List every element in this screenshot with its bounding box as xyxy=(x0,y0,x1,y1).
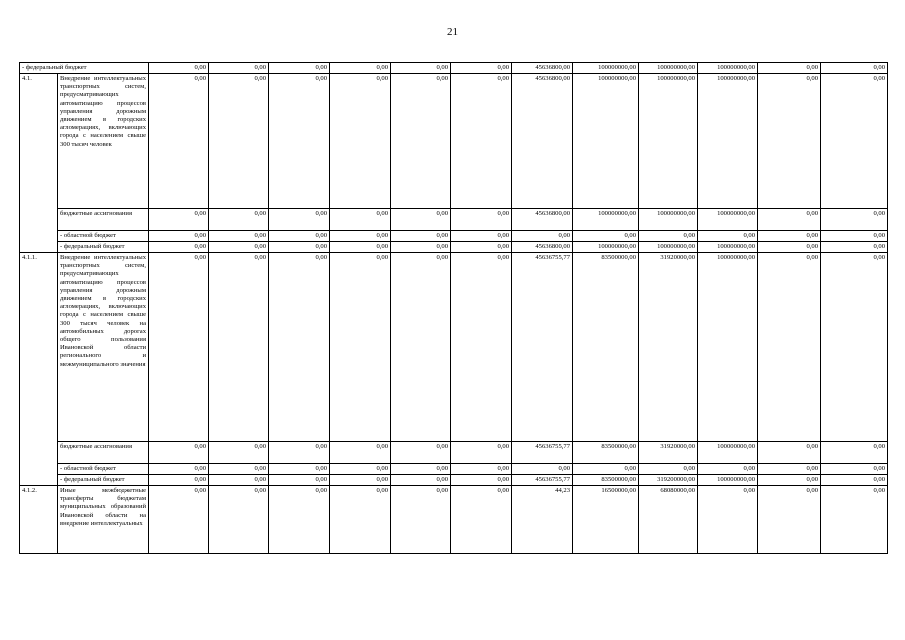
amount-cell: 45636800,00 xyxy=(512,74,573,209)
amount-cell: 100000000,00 xyxy=(639,242,698,253)
funding-source-label: - областной бюджет xyxy=(58,231,149,242)
funding-source-label: - федеральный бюджет xyxy=(20,63,149,74)
amount-cell: 0,00 xyxy=(821,475,888,486)
budget-table xyxy=(19,62,888,554)
amount-cell: 0,00 xyxy=(209,253,269,442)
amount-cell: 0,00 xyxy=(209,486,269,554)
amount-cell: 45636800,00 xyxy=(512,242,573,253)
amount-cell: 0,00 xyxy=(391,74,451,209)
amount-cell: 0,00 xyxy=(821,231,888,242)
amount-cell: 0,00 xyxy=(330,464,391,475)
amount-cell: 0,00 xyxy=(149,231,209,242)
amount-cell: 45636755,77 xyxy=(512,253,573,442)
amount-cell: 68080000,00 xyxy=(639,486,698,554)
amount-cell: 45636800,00 xyxy=(512,63,573,74)
funding-source-label: бюджетные ассигнования xyxy=(58,209,149,231)
amount-cell: 83500000,00 xyxy=(573,442,639,464)
amount-cell: 0,00 xyxy=(330,242,391,253)
item-name: Иные межбюджетные трансферты бюджетам муниципальных образований Ивановской области на внедрение интеллектуальных xyxy=(58,486,149,554)
amount-cell: 0,00 xyxy=(698,486,758,554)
amount-cell: 100000000,00 xyxy=(639,63,698,74)
item-code: 4.1.1. xyxy=(20,253,58,486)
amount-cell: 100000000,00 xyxy=(698,74,758,209)
amount-cell: 0,00 xyxy=(512,464,573,475)
amount-cell: 45636800,00 xyxy=(512,209,573,231)
amount-cell: 0,00 xyxy=(821,442,888,464)
amount-cell: 0,00 xyxy=(451,74,512,209)
amount-cell: 0,00 xyxy=(451,253,512,442)
amount-cell: 100000000,00 xyxy=(573,242,639,253)
amount-cell: 0,00 xyxy=(269,475,330,486)
item-name: Внедрение интеллектуальных транспортных систем, предусматривающих автоматизацию процессов управления дорожным движением в городских агломерациях, включающих города с населением свыше 300 тысяч человек на автомобильных дорогах общего пользования Ивановской области регионального и межмуниципального значения xyxy=(58,253,149,442)
amount-cell: 100000000,00 xyxy=(698,253,758,442)
amount-cell: 31920000,00 xyxy=(639,253,698,442)
table-row-source xyxy=(20,63,888,74)
amount-cell: 0,00 xyxy=(391,242,451,253)
amount-cell: 0,00 xyxy=(391,464,451,475)
funding-source-label: - областной бюджет xyxy=(58,464,149,475)
amount-cell: 100000000,00 xyxy=(639,209,698,231)
amount-cell: 45636755,77 xyxy=(512,475,573,486)
amount-cell: 0,00 xyxy=(391,253,451,442)
amount-cell: 0,00 xyxy=(149,74,209,209)
amount-cell: 0,00 xyxy=(149,464,209,475)
amount-cell: 100000000,00 xyxy=(573,74,639,209)
amount-cell: 0,00 xyxy=(451,464,512,475)
amount-cell: 0,00 xyxy=(330,209,391,231)
amount-cell: 0,00 xyxy=(269,464,330,475)
amount-cell: 0,00 xyxy=(758,209,821,231)
amount-cell: 0,00 xyxy=(209,242,269,253)
amount-cell: 0,00 xyxy=(821,74,888,209)
amount-cell: 0,00 xyxy=(573,464,639,475)
amount-cell: 0,00 xyxy=(391,486,451,554)
amount-cell: 0,00 xyxy=(758,231,821,242)
amount-cell: 0,00 xyxy=(639,231,698,242)
amount-cell: 0,00 xyxy=(209,442,269,464)
amount-cell: 0,00 xyxy=(758,242,821,253)
amount-cell: 0,00 xyxy=(451,442,512,464)
amount-cell: 0,00 xyxy=(149,63,209,74)
amount-cell: 0,00 xyxy=(451,486,512,554)
amount-cell: 0,00 xyxy=(758,442,821,464)
amount-cell: 0,00 xyxy=(149,475,209,486)
table-body xyxy=(20,63,888,554)
table-row-source xyxy=(20,475,888,486)
table-row-source xyxy=(20,209,888,231)
amount-cell: 0,00 xyxy=(758,253,821,442)
amount-cell: 0,00 xyxy=(209,209,269,231)
amount-cell: 0,00 xyxy=(391,209,451,231)
amount-cell: 0,00 xyxy=(821,63,888,74)
funding-source-label: - федеральный бюджет xyxy=(58,475,149,486)
funding-source-label: бюджетные ассигнования xyxy=(58,442,149,464)
amount-cell: 0,00 xyxy=(269,63,330,74)
amount-cell: 45636755,77 xyxy=(512,442,573,464)
amount-cell: 0,00 xyxy=(391,442,451,464)
amount-cell: 0,00 xyxy=(209,464,269,475)
amount-cell: 0,00 xyxy=(451,209,512,231)
amount-cell: 0,00 xyxy=(269,242,330,253)
amount-cell: 0,00 xyxy=(821,242,888,253)
table-row-source xyxy=(20,231,888,242)
amount-cell: 0,00 xyxy=(330,231,391,242)
amount-cell: 100000000,00 xyxy=(573,63,639,74)
amount-cell: 0,00 xyxy=(330,486,391,554)
amount-cell: 0,00 xyxy=(149,209,209,231)
amount-cell: 0,00 xyxy=(391,63,451,74)
amount-cell: 0,00 xyxy=(269,253,330,442)
amount-cell: 16500000,00 xyxy=(573,486,639,554)
amount-cell: 83500000,00 xyxy=(573,475,639,486)
amount-cell: 0,00 xyxy=(698,464,758,475)
amount-cell: 31920000,00 xyxy=(639,442,698,464)
amount-cell: 0,00 xyxy=(209,63,269,74)
amount-cell: 100000000,00 xyxy=(639,74,698,209)
amount-cell: 0,00 xyxy=(330,63,391,74)
item-code: 4.1. xyxy=(20,74,58,253)
table-row-source xyxy=(20,242,888,253)
amount-cell: 0,00 xyxy=(149,253,209,442)
amount-cell: 100000000,00 xyxy=(698,63,758,74)
amount-cell: 0,00 xyxy=(209,231,269,242)
amount-cell: 44,23 xyxy=(512,486,573,554)
amount-cell: 0,00 xyxy=(330,442,391,464)
table-row-item xyxy=(20,486,888,554)
table-row-item xyxy=(20,74,888,209)
amount-cell: 0,00 xyxy=(758,486,821,554)
amount-cell: 83500000,00 xyxy=(573,253,639,442)
amount-cell: 0,00 xyxy=(391,231,451,242)
amount-cell: 0,00 xyxy=(330,253,391,442)
amount-cell: 100000000,00 xyxy=(573,209,639,231)
amount-cell: 0,00 xyxy=(209,475,269,486)
amount-cell: 0,00 xyxy=(821,209,888,231)
amount-cell: 100000000,00 xyxy=(698,442,758,464)
item-code: 4.1.2. xyxy=(20,486,58,554)
amount-cell: 0,00 xyxy=(269,486,330,554)
amount-cell: 0,00 xyxy=(758,74,821,209)
table-row-source xyxy=(20,464,888,475)
amount-cell: 0,00 xyxy=(149,442,209,464)
amount-cell: 319200000,00 xyxy=(639,475,698,486)
amount-cell: 0,00 xyxy=(451,231,512,242)
amount-cell: 0,00 xyxy=(149,486,209,554)
amount-cell: 100000000,00 xyxy=(698,475,758,486)
page-number: 21 xyxy=(447,26,458,38)
amount-cell: 0,00 xyxy=(209,74,269,209)
amount-cell: 0,00 xyxy=(573,231,639,242)
amount-cell: 0,00 xyxy=(698,231,758,242)
amount-cell: 100000000,00 xyxy=(698,209,758,231)
amount-cell: 0,00 xyxy=(269,74,330,209)
amount-cell: 0,00 xyxy=(269,231,330,242)
amount-cell: 0,00 xyxy=(821,486,888,554)
amount-cell: 0,00 xyxy=(639,464,698,475)
item-name: Внедрение интеллектуальных транспортных систем, предусматривающих автоматизацию процессов управления дорожным движением в городских агломерациях, включающих города с населением свыше 300 тысяч человек xyxy=(58,74,149,209)
amount-cell: 0,00 xyxy=(451,242,512,253)
funding-source-label: - федеральный бюджет xyxy=(58,242,149,253)
table-row-item xyxy=(20,253,888,442)
amount-cell: 0,00 xyxy=(330,74,391,209)
amount-cell: 0,00 xyxy=(451,475,512,486)
amount-cell: 0,00 xyxy=(758,475,821,486)
amount-cell: 0,00 xyxy=(821,464,888,475)
amount-cell: 0,00 xyxy=(451,63,512,74)
amount-cell: 0,00 xyxy=(391,475,451,486)
amount-cell: 0,00 xyxy=(269,209,330,231)
amount-cell: 0,00 xyxy=(330,475,391,486)
amount-cell: 0,00 xyxy=(149,242,209,253)
amount-cell: 0,00 xyxy=(758,63,821,74)
amount-cell: 100000000,00 xyxy=(698,242,758,253)
amount-cell: 0,00 xyxy=(512,231,573,242)
amount-cell: 0,00 xyxy=(821,253,888,442)
amount-cell: 0,00 xyxy=(269,442,330,464)
amount-cell: 0,00 xyxy=(758,464,821,475)
table-row-source xyxy=(20,442,888,464)
